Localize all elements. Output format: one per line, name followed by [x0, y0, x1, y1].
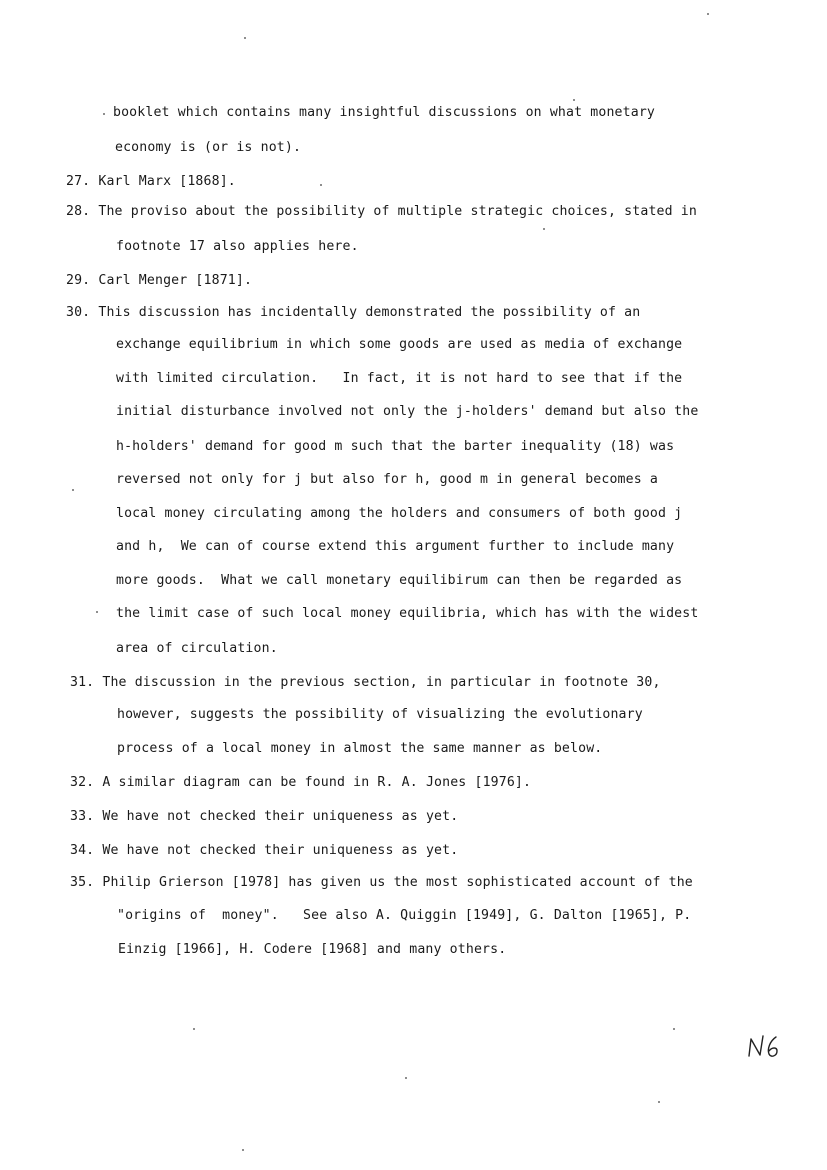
footnote-31-line-1: 31. The discussion in the previous section, in particular in footnote 30,	[70, 675, 661, 690]
scan-speck	[96, 611, 98, 613]
footnote-30-line-10: the limit case of such local money equilibria, which has with the widest	[116, 606, 699, 621]
footnote-30-line-11: area of circulation.	[116, 641, 278, 656]
footnote-33: 33. We have not checked their uniqueness as yet.	[70, 809, 459, 824]
scan-speck	[573, 99, 575, 101]
footnote-30-line-4: initial disturbance involved not only the j-holders' demand but also the	[116, 404, 699, 419]
footnote-30-line-6: reversed not only for j but also for h, good m in general becomes a	[116, 472, 658, 487]
footnote-29: 29. Carl Menger [1871].	[66, 273, 253, 288]
scan-speck	[673, 1028, 675, 1030]
footnote-28-line-1: 28. The proviso about the possibility of multiple strategic choices, stated in	[66, 204, 697, 219]
scan-speck	[320, 184, 322, 186]
footnote-30-line-1: 30. This discussion has incidentally demonstrated the possibility of an	[66, 305, 641, 320]
scan-speck	[543, 228, 545, 230]
footnote-32: 32. A similar diagram can be found in R. A. Jones [1976].	[70, 775, 532, 790]
footnote-34: 34. We have not checked their uniqueness as yet.	[70, 843, 459, 858]
footnote-35-line-3: Einzig [1966], H. Codere [1968] and many others.	[118, 942, 507, 957]
footnote-27: 27. Karl Marx [1868].	[66, 174, 236, 189]
footnote-35-line-2: "origins of money". See also A. Quiggin [1949], G. Dalton [1965], P.	[117, 908, 692, 923]
footnote-30-line-8: and h, We can of course extend this argument further to include many	[116, 539, 675, 554]
scan-speck	[405, 1077, 407, 1079]
footnote-30-line-3: with limited circulation. In fact, it is not hard to see that if the	[116, 371, 683, 386]
scan-speck	[707, 13, 709, 15]
scan-speck	[242, 1149, 244, 1151]
scan-speck	[244, 37, 246, 39]
footnote-35-line-1: 35. Philip Grierson [1978] has given us the most sophisticated account of the	[70, 875, 693, 890]
scan-speck	[72, 489, 74, 491]
scan-speck	[103, 113, 105, 115]
footnote-30-line-5: h-holders' demand for good m such that the barter inequality (18) was	[116, 439, 675, 454]
footnote-30-line-9: more goods. What we call monetary equilibirum can then be regarded as	[116, 573, 683, 588]
footnote-30-line-2: exchange equilibrium in which some goods are used as media of exchange	[116, 337, 683, 352]
footnote-31-line-3: process of a local money in almost the same manner as below.	[117, 741, 603, 756]
footnote-30-line-7: local money circulating among the holders and consumers of both good j	[116, 506, 683, 521]
footnote-31-line-2: however, suggests the possibility of visualizing the evolutionary	[117, 707, 643, 722]
footnote-26-line-2: booklet which contains many insightful discussions on what monetary	[113, 105, 655, 120]
handwritten-page-mark	[746, 1030, 782, 1060]
footnote-28-line-2: footnote 17 also applies here.	[116, 239, 359, 254]
footnote-26-line-3: economy is (or is not).	[115, 140, 302, 155]
scan-speck	[193, 1028, 195, 1030]
scan-speck	[658, 1101, 660, 1103]
